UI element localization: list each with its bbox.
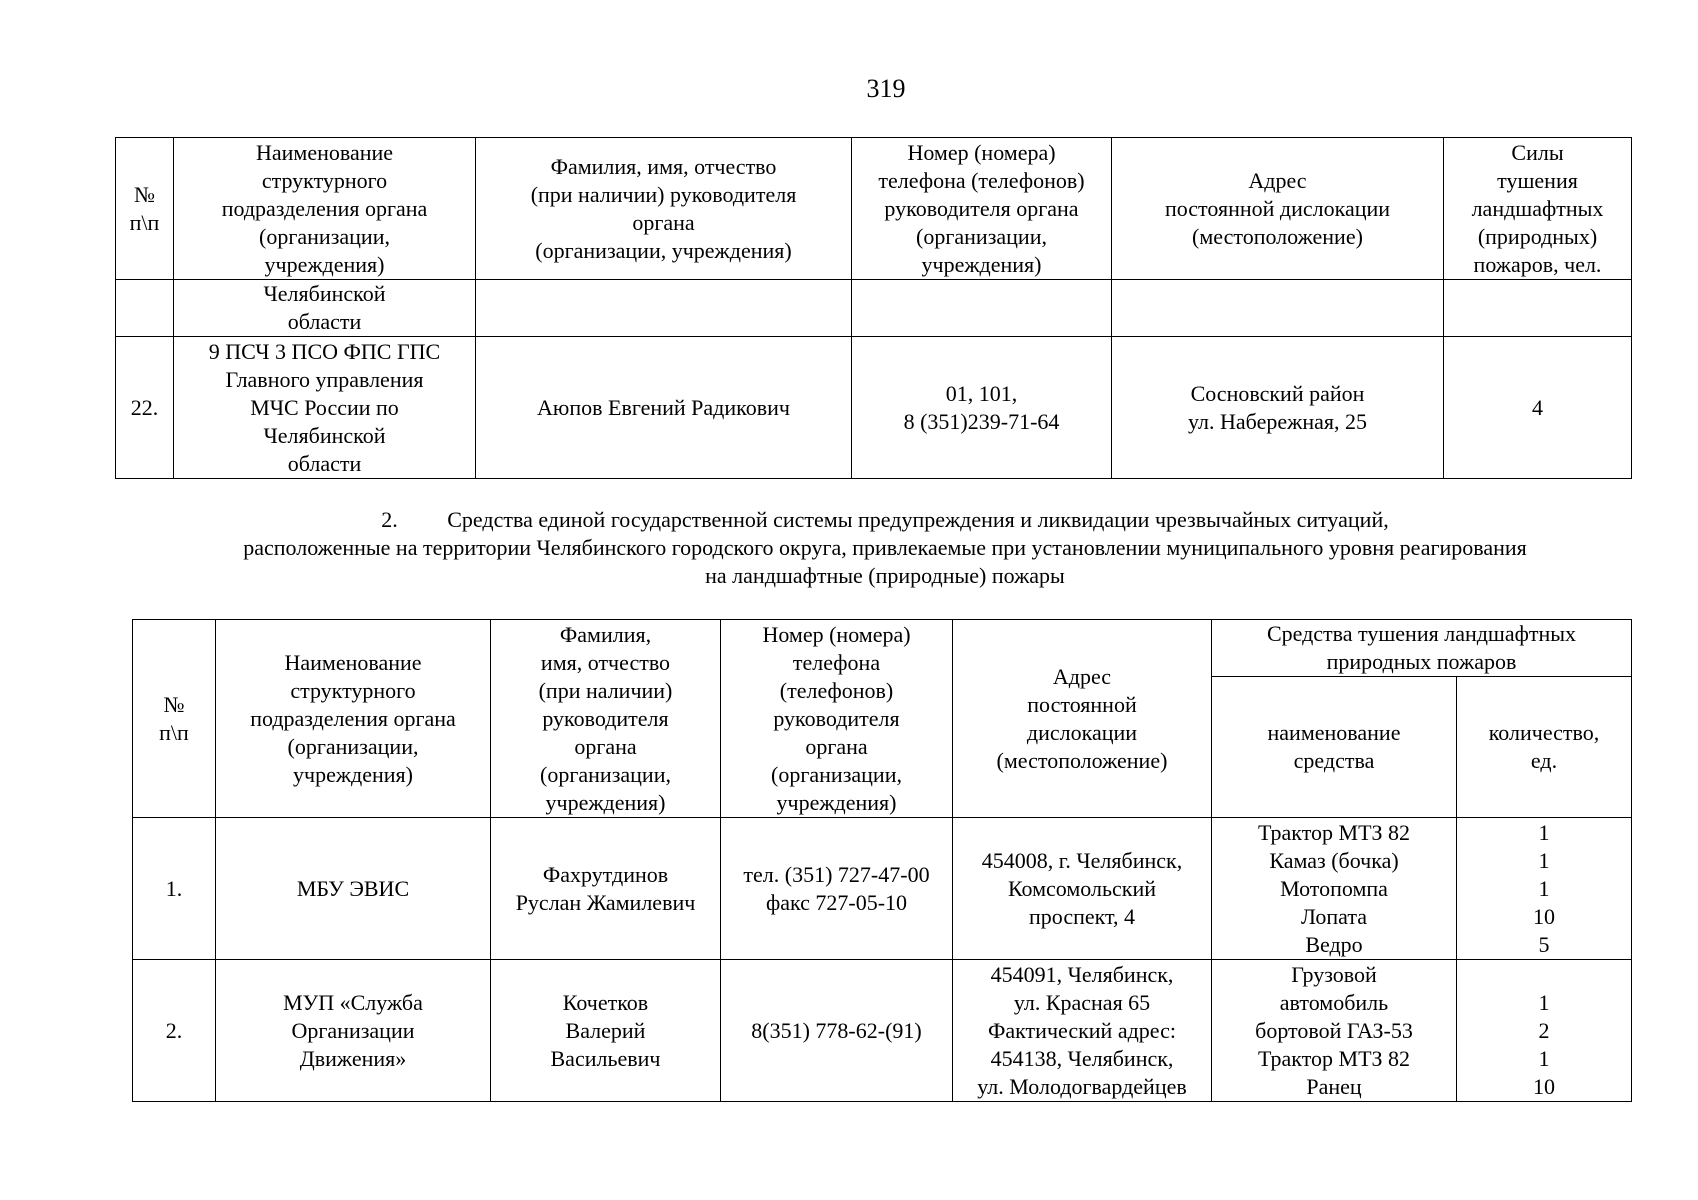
header-phone xyxy=(852,138,1112,280)
header-number xyxy=(116,138,174,280)
cell-line: 5 xyxy=(1538,931,1550,957)
cell-number: 1. xyxy=(133,818,216,960)
cell-line: п\п xyxy=(129,209,160,235)
cell-line: тушения xyxy=(1497,167,1578,193)
cell-line: телефона xyxy=(792,649,881,675)
cell-phone xyxy=(721,818,953,960)
cell-unit xyxy=(174,280,476,337)
cell-line: подразделения органа xyxy=(250,705,456,731)
cell-line: Сосновский район xyxy=(1190,380,1365,406)
cell-line: 10 xyxy=(1533,903,1555,929)
cell-line: природных пожаров xyxy=(1326,649,1517,674)
cell-line: проспект, 4 xyxy=(1029,903,1135,929)
header-number xyxy=(133,620,216,818)
cell-line: Камаз (бочка) xyxy=(1269,847,1399,873)
cell-line: 454008, г. Челябинск, xyxy=(981,847,1183,873)
cell-line: количество, xyxy=(1488,720,1600,745)
header-phone xyxy=(721,620,953,818)
cell-line: структурного xyxy=(290,677,416,703)
cell-line: МБУ ЭВИС xyxy=(296,875,410,901)
cell-qty xyxy=(1457,818,1632,960)
section-heading-line: Средства единой государственной системы предупреждения и ликвидации чрезвычайных ситуаций, xyxy=(447,507,1389,532)
cell-line: Фамилия, xyxy=(559,621,652,647)
cell-forces xyxy=(1444,280,1632,337)
cell-unit xyxy=(216,960,491,1102)
cell-line: руководителя xyxy=(542,705,669,731)
cell-line: Васильевич xyxy=(550,1045,661,1071)
cell-address xyxy=(1112,337,1444,479)
cell-line: имя, отчество xyxy=(540,649,671,675)
cell-line: (организации, xyxy=(916,223,1047,249)
cell-line: Трактор МТЗ 82 xyxy=(1257,1045,1411,1071)
cell-line: (местоположение) xyxy=(996,747,1168,773)
cell-line: руководителя органа xyxy=(884,195,1079,221)
header-means-name xyxy=(1212,677,1457,818)
cell-line: Номер (номера) xyxy=(762,621,911,647)
cell-line: 9 ПСЧ 3 ПСО ФПС ГПС xyxy=(208,338,441,364)
cell-line: Номер (номера) xyxy=(907,139,1056,165)
cell-unit xyxy=(174,337,476,479)
cell-line: Фамилия, имя, отчество xyxy=(550,153,777,179)
header-address xyxy=(1112,138,1444,280)
cell-line: Комсомольский xyxy=(1007,875,1157,901)
cell-line: ул. Набережная, 25 xyxy=(1188,408,1367,434)
cell-line: (телефонов) xyxy=(779,677,894,703)
cell-line: учреждения) xyxy=(545,789,666,815)
cell-line: Движения» xyxy=(299,1045,407,1071)
cell-line: органа xyxy=(632,209,695,235)
table-row xyxy=(133,818,1632,960)
cell-line: Силы xyxy=(1511,139,1564,165)
cell-line: 10 xyxy=(1533,1073,1555,1099)
header-address xyxy=(953,620,1212,818)
cell-line: 1 xyxy=(1538,989,1550,1015)
cell-line: автомобиль xyxy=(1279,989,1389,1015)
cell-line: (организации, xyxy=(540,761,671,787)
cell-line: ул. Молодогвардейцев xyxy=(977,1073,1187,1099)
cell-head xyxy=(476,280,852,337)
cell-line: Фактический адрес: xyxy=(988,1017,1176,1043)
cell-phone xyxy=(721,960,953,1102)
section-heading-line: на ландшафтные (природные) пожары xyxy=(705,563,1065,588)
cell-line: 2 xyxy=(1538,1017,1550,1043)
cell-unit xyxy=(216,818,491,960)
cell-line: Ранец xyxy=(1306,1073,1362,1099)
cell-line: учреждения) xyxy=(776,789,897,815)
cell-means xyxy=(1212,960,1457,1102)
table-row xyxy=(116,337,1632,479)
cell-line: Организации xyxy=(291,1017,415,1043)
cell-line: постоянной дислокации xyxy=(1164,195,1391,221)
cell-line: дислокации xyxy=(1026,719,1138,745)
cell-line: Наименование xyxy=(255,139,394,165)
table-row xyxy=(133,960,1632,1102)
cell-line: 454138, Челябинск, xyxy=(990,1045,1174,1071)
cell-line: Главного управления xyxy=(225,366,424,392)
header-head xyxy=(491,620,721,818)
cell-line: МУП «Служба xyxy=(283,989,423,1015)
cell-line: (организации, xyxy=(771,761,902,787)
cell-number: 22. xyxy=(116,337,174,479)
cell-line: Руслан Жамилевич xyxy=(515,889,696,915)
cell-line xyxy=(1457,961,1631,989)
cell-line: ландшафтных xyxy=(1471,195,1604,221)
cell-line: подразделения органа xyxy=(221,195,428,221)
cell-line: структурного xyxy=(261,167,388,193)
header-head xyxy=(476,138,852,280)
cell-line: области xyxy=(287,450,362,476)
header-means-qty xyxy=(1457,677,1632,818)
cell-line: № xyxy=(163,691,185,717)
cell-line: Мотопомпа xyxy=(1280,875,1388,901)
cell-line: Трактор МТЗ 82 xyxy=(1257,819,1411,845)
cell-line: Челябинской xyxy=(263,281,386,306)
cell-head xyxy=(476,337,852,479)
header-unit xyxy=(174,138,476,280)
cell-line: органа xyxy=(574,733,637,759)
cell-line: пожаров, чел. xyxy=(1473,251,1602,277)
cell-line: 01, 101, xyxy=(945,380,1018,406)
cell-head xyxy=(491,960,721,1102)
table-header-row xyxy=(116,138,1632,280)
cell-line: бортовой ГАЗ-53 xyxy=(1255,1017,1413,1043)
cell-line: органа xyxy=(805,733,868,759)
means-table xyxy=(132,619,1632,1102)
cell-line: постоянной xyxy=(1027,691,1137,717)
cell-address xyxy=(953,960,1212,1102)
cell-line: учреждения) xyxy=(921,251,1042,277)
cell-line: (природных) xyxy=(1477,223,1598,249)
cell-line: 1 xyxy=(1538,1045,1550,1071)
cell-line: 1 xyxy=(1538,819,1550,845)
cell-line: учреждения) xyxy=(264,251,385,277)
cell-line: Челябинской xyxy=(263,422,386,448)
forces-table xyxy=(115,137,1632,479)
cell-line: факс 727-05-10 xyxy=(765,889,908,915)
cell-line: (организации, xyxy=(259,223,390,249)
table-row xyxy=(116,280,1632,337)
cell-line: (при наличии) руководителя xyxy=(530,181,797,207)
cell-line: Кочетков xyxy=(562,989,649,1015)
section-heading-line: расположенные на территории Челябинского городского округа, привлекаемые при установлении муниципального уровня реагирования xyxy=(243,535,1527,560)
cell-line: МЧС России по xyxy=(250,394,399,420)
header-forces xyxy=(1444,138,1632,280)
cell-line: Фахрутдинов xyxy=(542,861,669,887)
cell-line: 8 (351)239-71-64 xyxy=(903,408,1060,434)
cell-line: 454091, Челябинск, xyxy=(990,961,1174,987)
cell-line: Валерий xyxy=(565,1017,646,1043)
cell-line: Наименование xyxy=(284,649,422,675)
cell-line: Адрес xyxy=(1248,167,1307,193)
cell-head xyxy=(491,818,721,960)
cell-line: Лопата xyxy=(1301,903,1367,929)
cell-line: наименование xyxy=(1267,720,1401,745)
cell-line: (организации, учреждения) xyxy=(535,237,792,263)
cell-line: ед. xyxy=(1530,748,1558,773)
cell-line: руководителя xyxy=(773,705,900,731)
header-means-group xyxy=(1212,620,1632,677)
cell-qty xyxy=(1457,960,1632,1102)
cell-line: ул. Красная 65 xyxy=(1013,989,1151,1015)
cell-address xyxy=(1112,280,1444,337)
cell-line: Ведро xyxy=(1305,931,1363,957)
cell-line: учреждения) xyxy=(293,761,413,787)
cell-number: 2. xyxy=(133,960,216,1102)
cell-address xyxy=(953,818,1212,960)
page-number: 319 xyxy=(866,74,906,103)
cell-line: Средства тушения ландшафтных xyxy=(1266,621,1577,646)
cell-line: Грузовой xyxy=(1291,961,1377,987)
cell-line: (при наличии) xyxy=(538,677,673,703)
cell-forces: 4 xyxy=(1444,337,1632,479)
cell-line: № xyxy=(134,181,155,207)
cell-line: (организации, xyxy=(287,733,419,759)
cell-line: Адрес xyxy=(1052,663,1112,689)
cell-line: 8(351) 778-62-(91) xyxy=(751,1017,922,1043)
section-number: 2. xyxy=(381,507,398,532)
cell-phone xyxy=(852,280,1112,337)
header-unit xyxy=(216,620,491,818)
cell-line: области xyxy=(287,309,362,334)
cell-line: тел. (351) 727-47-00 xyxy=(743,861,930,887)
cell-number xyxy=(116,280,174,337)
cell-means xyxy=(1212,818,1457,960)
cell-line: 1 xyxy=(1538,847,1550,873)
section-heading xyxy=(115,506,1655,590)
cell-line: Аюпов Евгений Радикович xyxy=(537,394,790,420)
cell-line: средства xyxy=(1293,748,1375,773)
cell-line: (местоположение) xyxy=(1192,223,1363,249)
cell-line: п\п xyxy=(159,719,189,745)
table-header-row xyxy=(133,620,1632,677)
cell-line: телефона (телефонов) xyxy=(878,167,1085,193)
cell-line: 1 xyxy=(1538,875,1550,901)
cell-phone xyxy=(852,337,1112,479)
